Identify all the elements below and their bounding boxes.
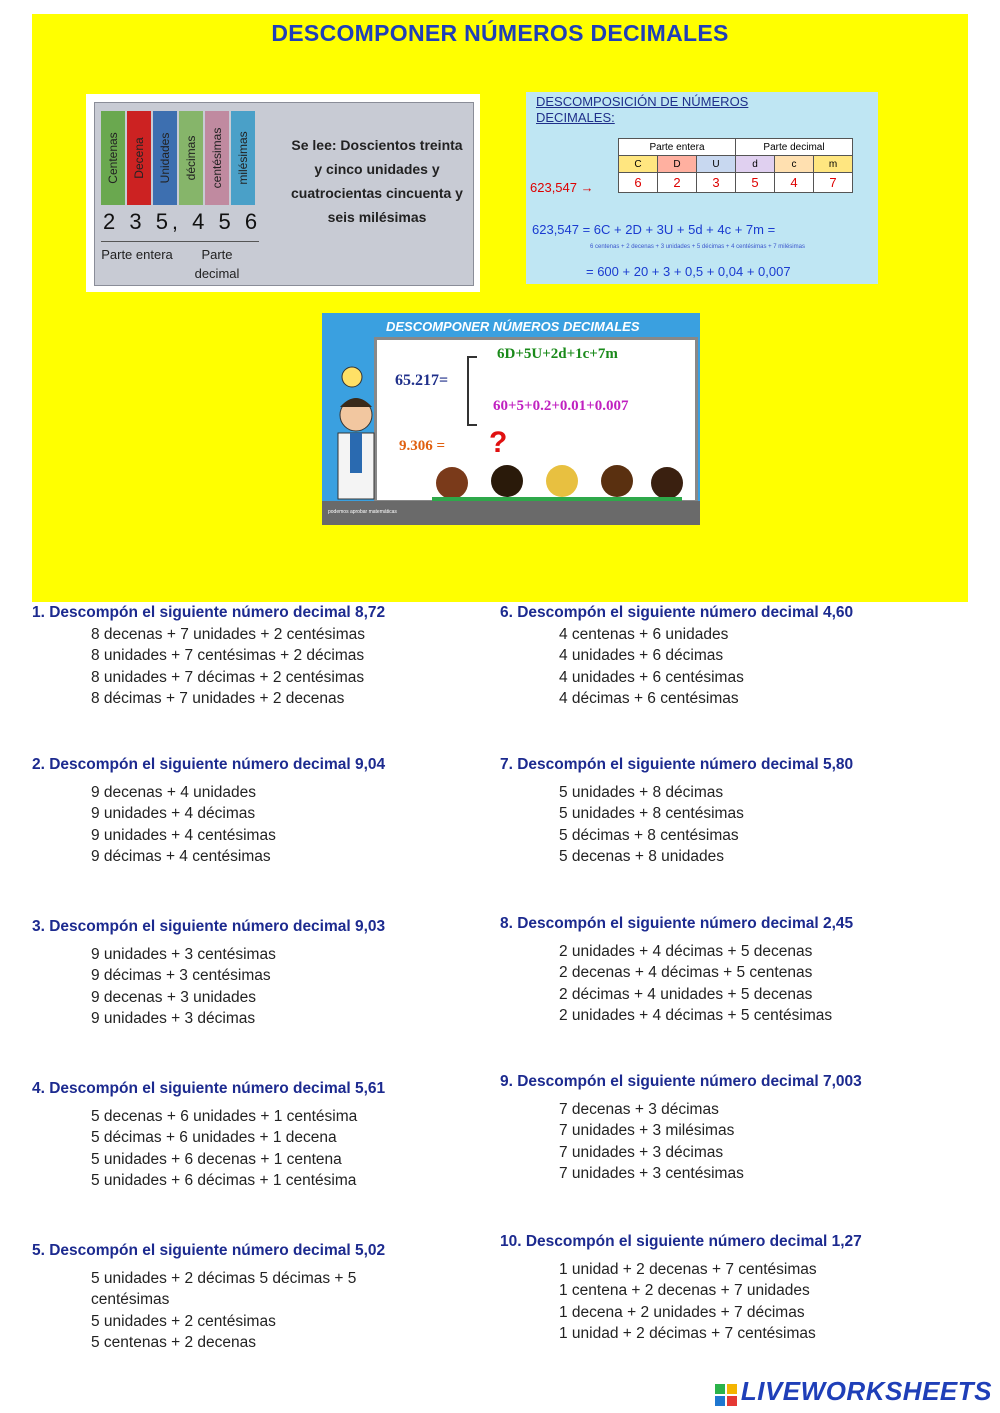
answer-option[interactable]: 7 unidades + 3 décimas <box>559 1143 724 1161</box>
answer-option[interactable]: 8 décimas + 7 unidades + 2 decenas <box>91 689 345 707</box>
question-block <box>500 1073 950 1184</box>
question-block <box>32 604 482 709</box>
answer-option[interactable]: 5 décimas + 8 centésimas <box>559 826 739 844</box>
answer-option[interactable]: 8 unidades + 7 centésimas + 2 décimas <box>91 647 365 665</box>
answer-option[interactable]: 5 unidades + 8 centésimas <box>559 805 744 823</box>
header-banner <box>32 14 968 602</box>
table-letter-cell: D <box>658 156 697 173</box>
question-title: 1. Descompón el siguiente número decimal 8,72 <box>32 604 386 621</box>
place-column <box>153 111 177 205</box>
answer-option[interactable]: 5 decenas + 6 unidades + 1 centésima <box>91 1108 358 1125</box>
number-label: 623,547 → <box>530 180 594 195</box>
place-column <box>179 111 203 205</box>
decomposition-image <box>526 92 878 284</box>
place-column-label: centésimas <box>210 127 224 189</box>
question-title: 10. Descompón el siguiente número decimal 1,27 <box>500 1233 862 1250</box>
digits: 2 3 5, 4 5 6 <box>103 209 262 234</box>
question-mark: ? <box>489 426 508 459</box>
question-block <box>500 1233 950 1344</box>
place-value-table <box>618 138 853 193</box>
answer-option[interactable]: 2 unidades + 4 décimas + 5 centésimas <box>559 1006 833 1024</box>
question-title: 8. Descompón el siguiente número decimal 2,45 <box>500 915 854 932</box>
board-line-2: 60+5+0.2+0.01+0.007 <box>493 398 629 414</box>
answer-option[interactable]: 9 decenas + 3 unidades <box>91 988 257 1006</box>
answer-option[interactable]: 1 decena + 2 unidades + 7 décimas <box>559 1303 805 1321</box>
place-column-label: décimas <box>184 135 198 181</box>
logo-icon <box>715 1382 737 1404</box>
board-question: 9.306 = <box>399 438 446 454</box>
answer-option[interactable]: 7 unidades + 3 milésimas <box>559 1122 735 1140</box>
answer-option[interactable]: 2 décimas + 4 unidades + 5 decenas <box>559 985 813 1003</box>
parte-entera-label: Parte entera <box>101 247 173 262</box>
equation-1: 623,547 = 6C + 2D + 3U + 5d + 4c + 7m = <box>532 222 776 237</box>
answer-option[interactable]: 4 unidades + 6 décimas <box>559 647 724 665</box>
question-block <box>32 1080 482 1191</box>
teacher-illustration <box>322 313 700 525</box>
answer-option[interactable]: 5 décimas + 6 unidades + 1 decena <box>91 1129 337 1147</box>
table-value-cell: 4 <box>775 173 814 193</box>
table-letter-cell: m <box>814 156 853 173</box>
answer-option[interactable]: 2 decenas + 4 décimas + 5 centenas <box>559 964 813 982</box>
answer-option[interactable]: 5 unidades + 6 decenas + 1 centena <box>91 1150 342 1168</box>
place-column <box>101 111 125 205</box>
question-block <box>500 756 950 867</box>
table-value-cell: 6 <box>619 173 658 193</box>
answer-option[interactable]: 5 unidades + 2 décimas 5 décimas + 5 centésimas <box>91 1270 357 1309</box>
question-block <box>32 918 482 1029</box>
question-title: 9. Descompón el siguiente número decimal 7,003 <box>500 1073 862 1090</box>
place-column-label: Unidades <box>158 132 172 184</box>
board-line-1: 6D+5U+2d+1c+7m <box>497 346 618 362</box>
answer-option[interactable]: 5 centenas + 2 decenas <box>91 1333 257 1351</box>
answer-option[interactable]: 1 unidad + 2 décimas + 7 centésimas <box>559 1324 816 1342</box>
answer-option[interactable]: 9 unidades + 4 centésimas <box>91 826 276 844</box>
answer-option[interactable]: 4 unidades + 6 centésimas <box>559 668 744 686</box>
illustration-title: DESCOMPONER NÚMEROS DECIMALES <box>386 319 640 334</box>
answer-option[interactable]: 9 unidades + 3 décimas <box>91 1009 256 1027</box>
place-value-chart <box>94 102 474 286</box>
table-letter-cell: C <box>619 156 658 173</box>
credit-text: podemos aprobar matemáticas <box>328 509 397 515</box>
answer-option[interactable]: 8 decenas + 7 unidades + 2 centésimas <box>91 626 366 643</box>
equation-small: 6 centenas + 2 decenas + 3 unidades + 5 décimas + 4 centésimas + 7 milésimas <box>590 244 805 250</box>
place-column-label: milésimas <box>236 131 250 185</box>
answer-option[interactable]: 1 unidad + 2 decenas + 7 centésimas <box>559 1261 817 1278</box>
table-value-cell: 5 <box>736 173 775 193</box>
answer-option[interactable]: 2 unidades + 4 décimas + 5 decenas <box>559 943 813 960</box>
answer-option[interactable]: 8 unidades + 7 décimas + 2 centésimas <box>91 668 365 686</box>
question-title: 4. Descompón el siguiente número decimal 5,61 <box>32 1080 386 1097</box>
answer-option[interactable]: 7 unidades + 3 centésimas <box>559 1164 744 1182</box>
question-title: 7. Descompón el siguiente número decimal 5,80 <box>500 756 854 773</box>
answer-option[interactable]: 5 unidades + 6 décimas + 1 centésima <box>91 1171 357 1189</box>
page-title: DESCOMPONER NÚMEROS DECIMALES <box>271 20 729 46</box>
se-lee-text: Se lee: Doscientos treinta y cinco unidades y cuatrocientas cincuenta y seis milésimas <box>291 137 463 225</box>
bracket-shape <box>467 356 477 426</box>
answer-option[interactable]: 9 décimas + 4 centésimas <box>91 847 271 865</box>
question-block <box>32 1242 482 1353</box>
answer-option[interactable]: 4 décimas + 6 centésimas <box>559 689 739 707</box>
place-column <box>127 111 151 205</box>
table-value-cell: 2 <box>658 173 697 193</box>
divider <box>101 241 259 242</box>
teacher-figure-icon <box>326 353 386 503</box>
footer-text: LIVEWORKSHEETS <box>740 1376 992 1406</box>
answer-option[interactable]: 5 unidades + 2 centésimas <box>91 1312 276 1330</box>
table-letter-cell: d <box>736 156 775 173</box>
table-letter-cell: U <box>697 156 736 173</box>
answer-option[interactable]: 7 decenas + 3 décimas <box>559 1101 719 1118</box>
answer-option[interactable]: 5 decenas + 8 unidades <box>559 847 725 865</box>
question-title: 5. Descompón el siguiente número decimal 5,02 <box>32 1242 386 1259</box>
answer-option[interactable]: 9 decenas + 4 unidades <box>91 784 257 801</box>
answer-option[interactable]: 9 unidades + 4 décimas <box>91 805 256 823</box>
answer-option[interactable]: 9 décimas + 3 centésimas <box>91 967 271 985</box>
answer-option[interactable]: 1 centena + 2 decenas + 7 unidades <box>559 1282 810 1300</box>
parte-decimal-label: Parte decimal <box>194 247 240 281</box>
table-value-cell: 3 <box>697 173 736 193</box>
place-column-label: Decena <box>132 137 146 179</box>
question-title: 3. Descompón el siguiente número decimal 9,03 <box>32 918 386 935</box>
decomposition-title: DESCOMPOSICIÓN DE NÚMEROS DECIMALES: <box>536 94 749 125</box>
question-block <box>500 604 950 709</box>
question-title: 6. Descompón el siguiente número decimal 4,60 <box>500 604 854 621</box>
question-block <box>500 915 950 1026</box>
place-value-image <box>86 94 480 292</box>
place-column-label: Centenas <box>106 132 120 184</box>
table-letter-cell: c <box>775 156 814 173</box>
liveworksheets-logo <box>715 1376 992 1407</box>
question-title: 2. Descompón el siguiente número decimal 9,04 <box>32 756 386 773</box>
answer-option[interactable]: 9 unidades + 3 centésimas <box>91 946 276 963</box>
answer-option[interactable]: 5 unidades + 8 décimas <box>559 784 724 801</box>
equation-2: = 600 + 20 + 3 + 0,5 + 0,04 + 0,007 <box>586 264 791 279</box>
answer-option[interactable]: 4 centenas + 6 unidades <box>559 626 729 643</box>
place-column <box>231 111 255 205</box>
table-value-cell: 7 <box>814 173 853 193</box>
head-decimal: Parte decimal <box>736 139 853 156</box>
head-entera: Parte entera <box>619 139 736 156</box>
board-number: 65.217= <box>395 372 449 389</box>
place-column <box>205 111 229 205</box>
question-block <box>32 756 482 867</box>
